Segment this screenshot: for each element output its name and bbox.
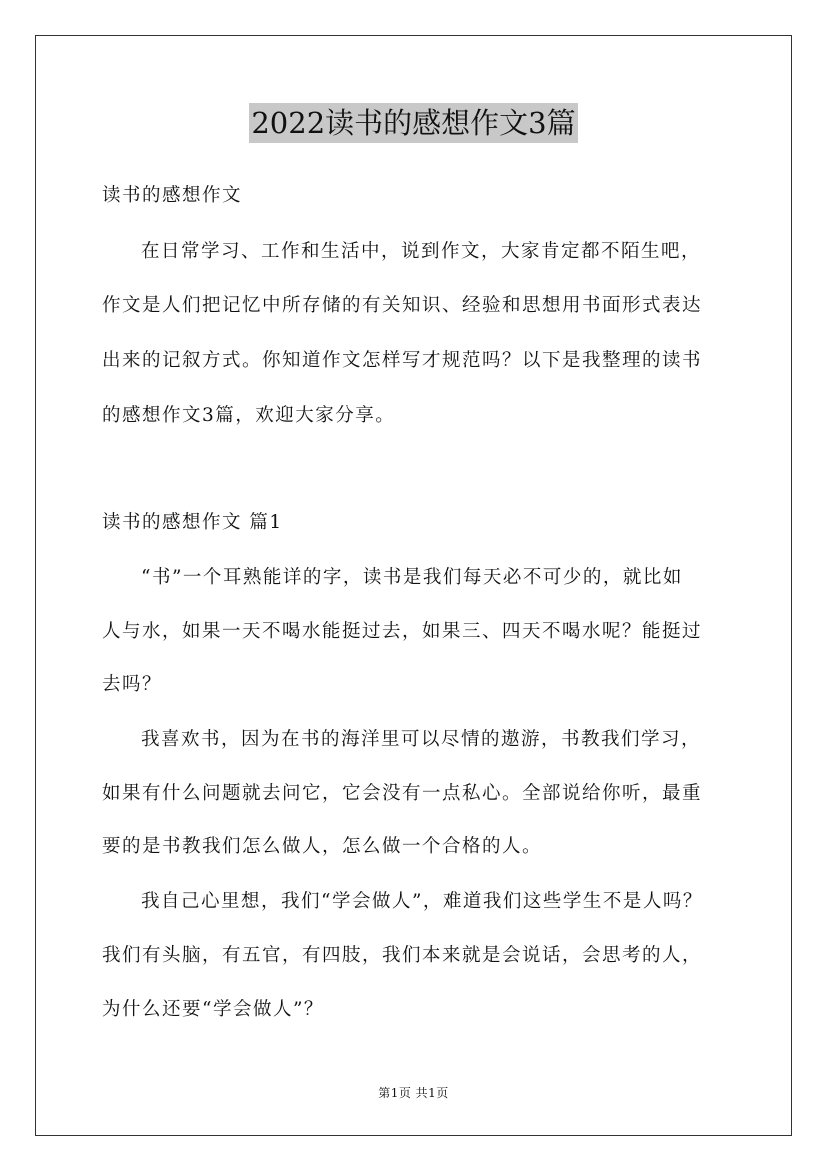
- body-line: 我们有头脑，有五官，有四肢，我们本来就是会说话，会思考的人，: [102, 945, 703, 966]
- body-line: 去吗？: [102, 674, 163, 695]
- section-heading: 读书的感想作文 篇1: [102, 512, 283, 533]
- body-line: 人与水，如果一天不喝水能挺过去，如果三、四天不喝水呢？能挺过: [102, 621, 703, 642]
- body-line: “书”一个耳熟能详的字，读书是我们每天必不可少的，就比如: [141, 567, 683, 588]
- body-line: 我自己心里想，我们“学会做人”，难道我们这些学生不是人吗？: [141, 891, 703, 912]
- intro-line: 出来的记叙方式。你知道作文怎样写才规范吗？以下是我整理的读书: [102, 350, 703, 371]
- body-line: 如果有什么问题就去问它，它会没有一点私心。全部说给你听，最重: [102, 783, 703, 804]
- document-title: 2022读书的感想作文3篇: [249, 103, 577, 143]
- body-line: 我喜欢书，因为在书的海洋里可以尽情的遨游，书教我们学习，: [141, 729, 702, 750]
- body-line: 要的是书教我们怎么做人，怎么做一个合格的人。: [102, 836, 543, 857]
- intro-heading: 读书的感想作文: [102, 185, 243, 206]
- page-number-footer: 第1页 共1页: [378, 1086, 449, 1100]
- title-container: [0, 103, 827, 143]
- intro-line: 作文是人们把记忆中所存储的有关知识、经验和思想用书面形式表达: [102, 295, 703, 316]
- intro-line: 在日常学习、工作和生活中，说到作文，大家肯定都不陌生吧，: [141, 241, 702, 262]
- body-line: 为什么还要“学会做人”？: [102, 999, 324, 1020]
- intro-line: 的感想作文3篇，欢迎大家分享。: [102, 405, 396, 426]
